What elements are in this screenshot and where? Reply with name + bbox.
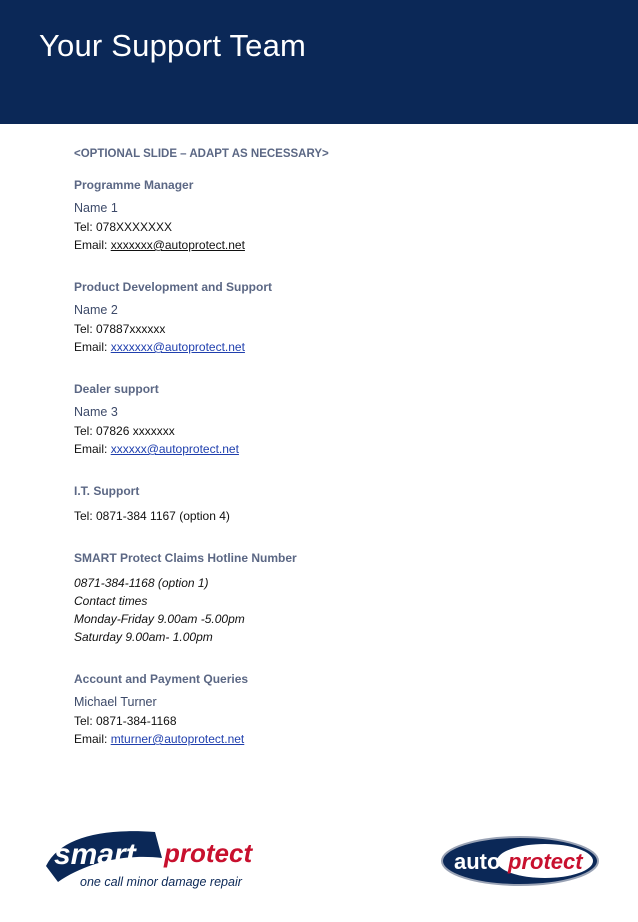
section-title: Dealer support <box>74 382 159 396</box>
contact-email-line <box>74 440 594 458</box>
email-label: Email: <box>74 238 111 252</box>
section-title: SMART Protect Claims Hotline Number <box>74 551 297 565</box>
logo-word-protect: protect <box>508 849 583 874</box>
section-dealer-support <box>74 382 594 458</box>
section-claims-hotline <box>74 551 594 646</box>
section-title: Programme Manager <box>74 178 194 192</box>
section-title: Product Development and Support <box>74 280 273 294</box>
section-programme-manager <box>74 178 594 254</box>
contact-tel: Tel: 07826 xxxxxxx <box>74 424 175 438</box>
contact-tel: Tel: 0871-384 1167 (option 4) <box>74 509 230 523</box>
contact-name: Name 1 <box>74 201 118 215</box>
section-title: Account and Payment Queries <box>74 672 249 686</box>
logo-tagline: one call minor damage repair <box>80 875 242 889</box>
smart-protect-logo <box>40 818 265 893</box>
email-link[interactable]: xxxxxxx@autoprotect.net <box>110 340 245 354</box>
logo-word-smart: smart <box>54 838 136 871</box>
contact-email-line <box>74 730 594 748</box>
hotline-number: 0871-384-1168 (option 1) <box>74 576 209 590</box>
saturday-hours: Saturday 9.00am- 1.00pm <box>74 630 213 644</box>
contact-tel: Tel: 078XXXXXXX <box>74 220 173 234</box>
contact-tel: Tel: 0871-384-1168 <box>74 714 177 728</box>
section-title: I.T. Support <box>74 484 140 498</box>
header-banner <box>0 0 638 124</box>
contact-name: Name 3 <box>74 405 118 419</box>
logo-word-protect: protect <box>164 838 253 868</box>
autoprotect-logo <box>440 835 600 887</box>
section-it-support <box>74 484 594 525</box>
email-link[interactable]: xxxxxx@autoprotect.net <box>110 442 239 456</box>
section-product-development <box>74 280 594 356</box>
contact-times-label: Contact times <box>74 594 148 608</box>
section-account-payment <box>74 672 594 748</box>
email-label: Email: <box>74 732 111 746</box>
email-link[interactable]: mturner@autoprotect.net <box>110 732 245 746</box>
page-title: Your Support Team <box>39 28 307 63</box>
weekday-hours: Monday-Friday 9.00am -5.00pm <box>74 612 245 626</box>
contact-tel: Tel: 07887xxxxxx <box>74 322 166 336</box>
optional-slide-note: <OPTIONAL SLIDE – ADAPT AS NECESSARY> <box>74 148 329 160</box>
email-link[interactable]: xxxxxxx@autoprotect.net <box>110 238 245 252</box>
logo-word-auto: auto <box>454 849 501 874</box>
contact-email-line <box>74 338 594 356</box>
email-label: Email: <box>74 340 111 354</box>
email-label: Email: <box>74 442 111 456</box>
contact-email-line <box>74 236 594 254</box>
content-area <box>74 148 594 774</box>
contact-name: Name 2 <box>74 303 118 317</box>
contact-name: Michael Turner <box>74 695 157 709</box>
